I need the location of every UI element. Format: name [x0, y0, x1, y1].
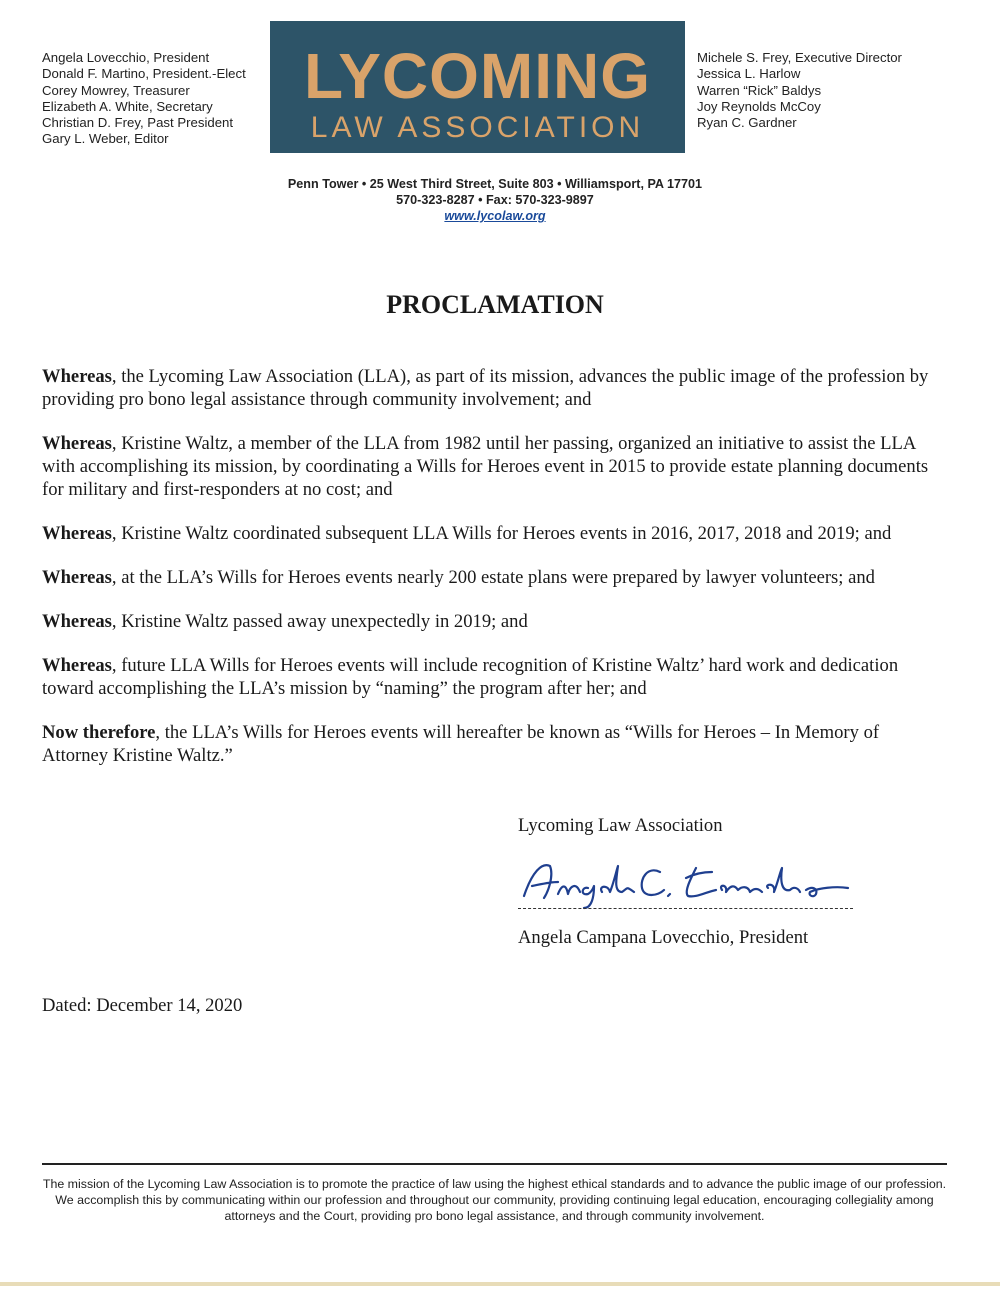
address-block	[0, 176, 990, 224]
paragraph-text: , Kristine Waltz, a member of the LLA from 1982 until her passing, organized an initiative to assist the LLA with accomplishing its mission, by coordinating a Wills for Heroes event in 2015 to provide estate planning documents for military and first-responders at no cost; and	[42, 433, 929, 500]
scan-edge	[0, 1282, 1000, 1286]
whereas-paragraph	[42, 522, 947, 545]
officer-line: Elizabeth A. White, Secretary	[42, 98, 213, 114]
website-link[interactable]: www.lycolaw.org	[444, 209, 546, 223]
officer-line: Corey Mowrey, Treasurer	[42, 82, 190, 98]
address-line: Penn Tower • 25 West Third Street, Suite 803 • Williamsport, PA 17701	[287, 177, 703, 191]
paragraph-lead: Whereas	[42, 611, 112, 632]
officer-line: Gary L. Weber, Editor	[42, 131, 169, 147]
paragraph-lead: Whereas	[42, 523, 112, 544]
officer-line: Christian D. Frey, Past President	[42, 115, 234, 131]
paragraph-text: , Kristine Waltz passed away unexpectedly in 2019; and	[111, 611, 528, 632]
signature-organization: Lycoming Law Association	[518, 815, 723, 836]
whereas-paragraph	[42, 654, 947, 700]
paragraph-text: , the Lycoming Law Association (LLA), as part of its mission, advances the public image of the profession by providing pro bono legal assistance through community involvement; and	[42, 366, 929, 410]
officer-line: Michele S. Frey, Executive Director	[697, 50, 902, 65]
page-title: PROCLAMATION	[386, 290, 604, 319]
mission-footer: The mission of the Lycoming Law Association is to promote the practice of law using the highest ethical standards and to advance the public image of our profession. We accomplish this by communicating within our profession and throughout our community, providing continuing legal education, encouraging collegiality among attorneys and the Court, providing pro bono legal assistance, and through community involvement.	[42, 1177, 947, 1223]
phone-fax-line: 570-323-8287 • Fax: 570-323-9897	[396, 193, 594, 207]
logo-subtitle-text: LAW ASSOCIATION	[310, 111, 645, 144]
footer-divider	[42, 1163, 947, 1165]
signature-line	[518, 908, 853, 909]
officer-line: Ryan C. Gardner	[697, 115, 797, 131]
whereas-paragraph	[42, 610, 947, 633]
paragraph-lead: Whereas	[42, 567, 112, 588]
now-therefore-paragraph	[42, 721, 947, 767]
officers-left-list	[42, 50, 246, 148]
paragraph-text: , at the LLA’s Wills for Heroes events nearly 200 estate plans were prepared by lawyer volunteers; and	[111, 567, 875, 588]
lycoming-logo	[270, 21, 685, 153]
officer-line: Jessica L. Harlow	[697, 66, 801, 82]
proclamation-body	[42, 365, 947, 788]
dated-line: Dated: December 14, 2020	[42, 995, 243, 1016]
logo-brand-text: LYCOMING	[304, 40, 651, 112]
paragraph-lead: Whereas	[42, 433, 112, 454]
paragraph-lead: Whereas	[42, 655, 112, 676]
officer-line: Donald F. Martino, President.-Elect	[42, 66, 246, 82]
whereas-paragraph	[42, 566, 947, 589]
officer-line: Joy Reynolds McCoy	[697, 98, 821, 114]
handwritten-signature	[518, 852, 858, 910]
officer-line: Warren “Rick” Baldys	[697, 82, 822, 98]
paragraph-text: , the LLA’s Wills for Heroes events will hereafter be known as “Wills for Heroes – In Memory of Attorney Kristine Waltz.”	[42, 722, 880, 766]
whereas-paragraph	[42, 432, 947, 501]
signer-name: Angela Campana Lovecchio, President	[518, 927, 809, 948]
officer-line: Angela Lovecchio, President	[42, 50, 210, 65]
paragraph-lead: Whereas	[42, 366, 112, 387]
whereas-paragraph	[42, 365, 947, 411]
paragraph-lead: Now therefore	[42, 722, 156, 743]
officers-right-list	[697, 50, 902, 131]
paragraph-text: , Kristine Waltz coordinated subsequent LLA Wills for Heroes events in 2016, 2017, 2018 and 2019; and	[111, 523, 892, 544]
paragraph-text: , future LLA Wills for Heroes events will include recognition of Kristine Waltz’ hard work and dedication toward accomplishing the LLA’s mission by “naming” the program after her; and	[42, 655, 899, 699]
